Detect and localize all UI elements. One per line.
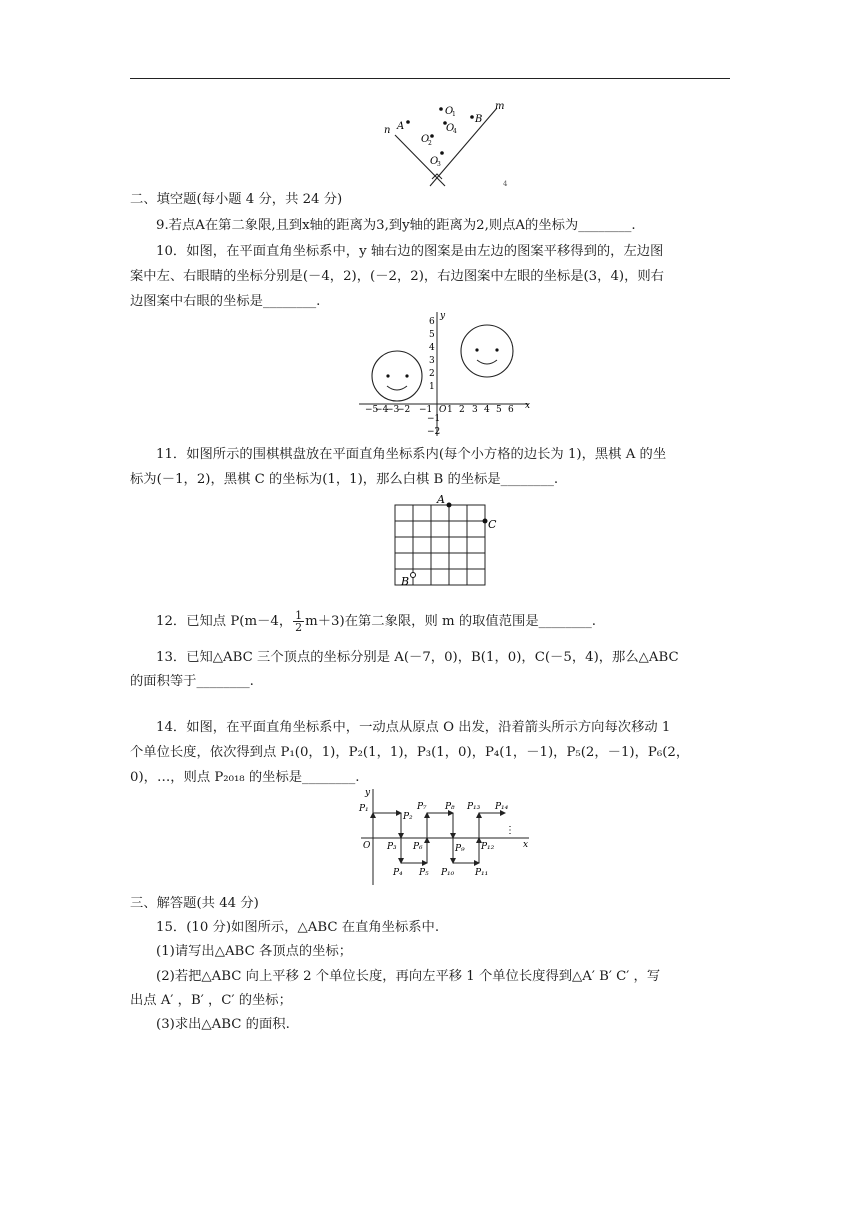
svg-text:6: 6 <box>429 317 435 327</box>
svg-text:⋮: ⋮ <box>505 825 515 836</box>
svg-text:2: 2 <box>459 405 465 415</box>
svg-text:O: O <box>445 106 454 117</box>
q9: 9.若点A在第二象限,且到x轴的距离为3,到y轴的距离为2,则点A的坐标为________. <box>156 218 636 233</box>
svg-text:1: 1 <box>429 382 435 392</box>
svg-text:3: 3 <box>437 161 441 168</box>
q10-line1: 10．如图，在平面直角坐标系中，y 轴右边的图案是由左边的图案平移得到的，左边图 <box>156 244 664 259</box>
svg-text:−4: −4 <box>375 405 389 415</box>
svg-text:2: 2 <box>428 140 432 147</box>
q11-line2: 标为(－1，2)，黑棋 C 的坐标为(1，1)，那么白棋 B 的坐标是________. <box>130 472 559 487</box>
q15-part3: (3)求出△ABC 的面积. <box>156 1017 290 1032</box>
q14-line2: 个单位长度，依次得到点 P₁(0，1)，P₂(1，1)，P₃(1，0)，P₄(1，－1)，P₅(2，－1)，P₆(2， <box>130 745 690 760</box>
q12-fraction: $\frac{1}{2}$ <box>295 609 303 634</box>
svg-text:1: 1 <box>452 111 456 118</box>
q15-part2-line2: 出点 A′ ，B′ ，C′ 的坐标； <box>130 993 292 1008</box>
svg-text:P₈: P₈ <box>445 802 455 812</box>
svg-text:O: O <box>446 123 455 134</box>
svg-text:P₁₁: P₁₁ <box>475 868 489 878</box>
svg-text:P₂: P₂ <box>403 812 413 822</box>
svg-text:4: 4 <box>484 405 490 415</box>
go-label-B: B <box>401 575 410 588</box>
q14-line1: 14．如图，在平面直角坐标系中，一动点从原点 O 出发，沿着箭头所示方向每次移动 1 <box>156 720 671 735</box>
svg-text:5: 5 <box>496 405 502 415</box>
q14-line3: 0)，…，则点 P₂₀₁₈ 的坐标是________. <box>130 770 360 785</box>
section2-heading: 二、填空题(每小题 4 分，共 24 分) <box>130 192 343 207</box>
svg-text:O: O <box>421 134 430 145</box>
svg-text:−5: −5 <box>365 405 379 415</box>
svg-text:P₅: P₅ <box>419 868 429 878</box>
figure-smiley-coordinate <box>355 308 535 438</box>
svg-text:P₁₀: P₁₀ <box>441 868 455 878</box>
svg-text:3: 3 <box>429 356 435 366</box>
label-n: n <box>384 125 391 136</box>
svg-text:x: x <box>525 401 531 411</box>
section3-heading: 三、解答题(共 44 分) <box>130 896 259 911</box>
svg-text:x: x <box>523 840 529 850</box>
svg-text:P₄: P₄ <box>393 868 403 878</box>
figure-zigzag-path <box>355 785 535 887</box>
svg-text:6: 6 <box>508 405 514 415</box>
svg-text:P₁₃: P₁₃ <box>467 802 481 812</box>
q15-stem: 15．(10 分)如图所示，△ABC 在直角坐标系中. <box>156 920 440 935</box>
svg-text:2: 2 <box>429 369 435 379</box>
label-A: A <box>397 121 405 132</box>
figure-go-board <box>385 493 505 593</box>
label-m: m <box>495 101 505 112</box>
svg-text:−3: −3 <box>386 405 400 415</box>
svg-text:−2: −2 <box>427 427 441 437</box>
svg-text:O: O <box>430 156 439 167</box>
svg-text:P₁₄: P₁₄ <box>495 802 509 812</box>
svg-text:y: y <box>440 311 446 321</box>
q15-part1: (1)请写出△ABC 各顶点的坐标； <box>156 944 353 959</box>
svg-text:3: 3 <box>472 405 478 415</box>
svg-text:P₉: P₉ <box>455 844 465 854</box>
svg-text:5: 5 <box>429 330 435 340</box>
go-label-C: C <box>488 518 497 531</box>
svg-text:4: 4 <box>453 128 457 135</box>
svg-text:O: O <box>439 405 447 415</box>
svg-text:P₃: P₃ <box>387 842 397 852</box>
q11-line1: 11．如图所示的围棋棋盘放在平面直角坐标系内(每个小方格的边长为 1)，黑棋 A 的坐 <box>156 447 667 462</box>
stray-mark: 4 <box>503 180 508 188</box>
svg-text:y: y <box>365 788 371 798</box>
svg-text:1: 1 <box>447 405 453 415</box>
svg-text:−2: −2 <box>397 405 411 415</box>
q10-line2: 案中左、右眼睛的坐标分别是(－4，2)，(－2，2)，右边图案中左眼的坐标是(3，4)，则右 <box>130 269 664 284</box>
q10-line3: 边图案中右眼的坐标是________. <box>130 294 321 309</box>
svg-text:P₇: P₇ <box>417 802 427 812</box>
q12: 12．已知点 P(m－4， $\frac{1}{2}$ m＋3)在第二象限，则 m 的取值范围是________. <box>156 609 597 634</box>
header-rule <box>130 78 730 79</box>
svg-text:P₁: P₁ <box>359 804 369 814</box>
svg-text:P₆: P₆ <box>413 842 423 852</box>
q13-line1: 13．已知△ABC 三个顶点的坐标分别是 A(－7，0)，B(1，0)，C(－5，4)，那么△ABC <box>156 650 679 665</box>
svg-text:−1: −1 <box>427 414 441 424</box>
svg-text:4: 4 <box>429 343 435 353</box>
q15-part2-line1: (2)若把△ABC 向上平移 2 个单位长度，再向左平移 1 个单位长度得到△A′ B′ C′ ，写 <box>156 969 661 984</box>
go-label-A: A <box>437 493 445 506</box>
svg-text:P₁₂: P₁₂ <box>481 842 495 852</box>
label-B: B <box>475 114 483 125</box>
q13-line2: 的面积等于________. <box>130 674 254 689</box>
figure-lines-points <box>375 100 515 192</box>
svg-text:O: O <box>363 841 371 851</box>
svg-text:−1: −1 <box>419 405 433 415</box>
